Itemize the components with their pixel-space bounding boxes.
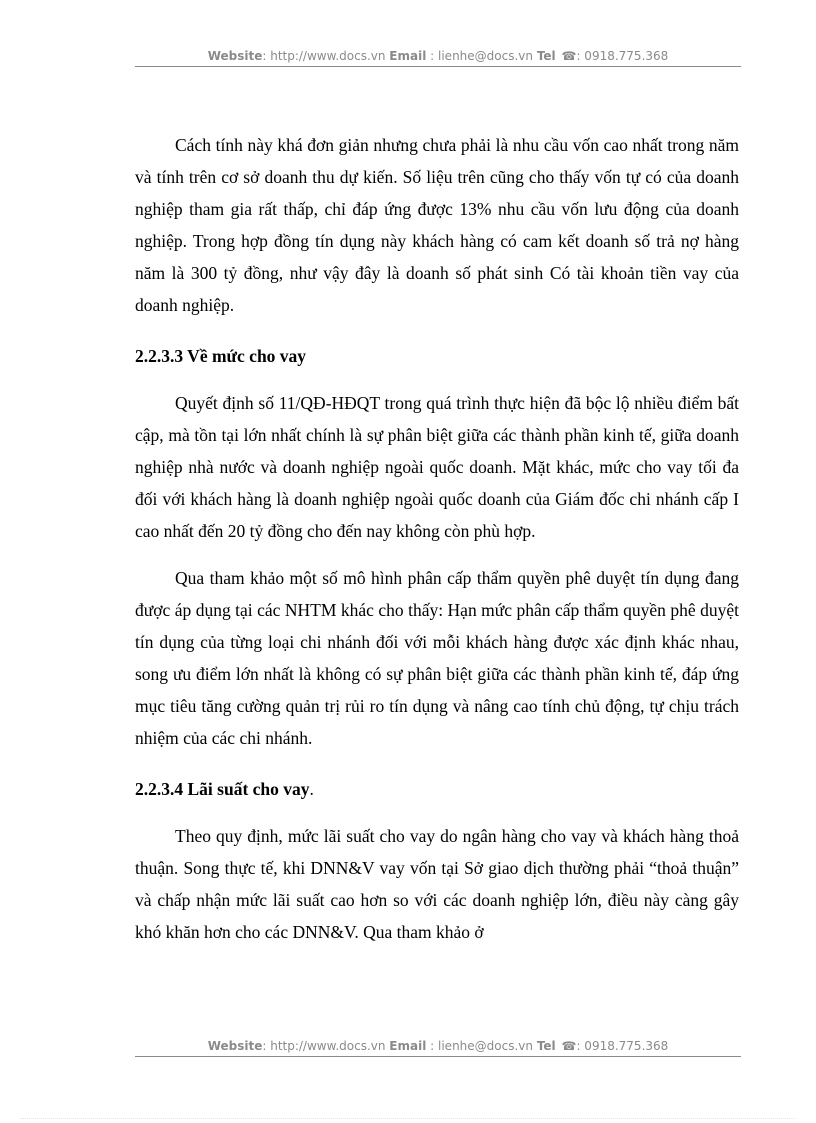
website-label: Website <box>207 49 263 63</box>
phone-icon: ☎ <box>561 1039 577 1053</box>
tel-value: : 0918.775.368 <box>576 1039 669 1053</box>
page-edge-divider <box>20 1118 796 1119</box>
email-label: Email <box>389 49 427 63</box>
heading-text: 2.2.3.4 Lãi suất cho vay <box>135 779 310 799</box>
paragraph-1: Cách tính này khá đơn giản nhưng chưa phải là nhu cầu vốn cao nhất trong năm và tính trên cơ sở doanh thu dự kiến. Số liệu trên cũng cho thấy vốn tự có của doanh nghiệp tham gia rất thấp, chỉ đáp ứng được 13% nhu cầu vốn lưu động của doanh nghiệp. Trong hợp đồng tín dụng này khách hàng có cam kết doanh số trả nợ hàng năm là 300 tỷ đồng, như vậy đây là doanh số phát sinh Có tài khoản tiền vay của doanh nghiệp. <box>135 135 739 315</box>
section-heading-2-2-3-3: 2.2.3.3 Về mức cho vay <box>135 346 307 366</box>
tel-value: : 0918.775.368 <box>576 49 669 63</box>
section-heading-2-2-3-4 <box>135 773 739 805</box>
website-value: : http://www.docs.vn <box>262 49 386 63</box>
tel-label: Tel <box>536 49 556 63</box>
tel-label: Tel <box>536 1039 556 1053</box>
phone-icon: ☎ <box>561 49 577 63</box>
paragraph-2: Quyết định số 11/QĐ-HĐQT trong quá trình thực hiện đã bộc lộ nhiều điểm bất cập, mà tồn tại lớn nhất chính là sự phân biệt giữa các thành phần kinh tế, giữa doanh nghiệp nhà nước và doanh nghiệp ngoài quốc doanh. Mặt khác, mức cho vay tối đa đối với khách hàng là doanh nghiệp ngoài quốc doanh của Giám đốc chi nhánh cấp I cao nhất đến 20 tỷ đồng cho đến nay không còn phù hợp. <box>135 393 739 541</box>
heading-suffix: . <box>309 779 314 799</box>
website-value: : http://www.docs.vn <box>262 1039 386 1053</box>
paragraph-4: Theo quy định, mức lãi suất cho vay do ngân hàng cho vay và khách hàng thoả thuận. Song thực tế, khi DNN&V vay vốn tại Sở giao dịch thường phải “thoả thuận” và chấp nhận mức lãi suất cao hơn so với các doanh nghiệp lớn, điều này càng gây khó khăn hơn cho các DNN&V. Qua tham khảo ở <box>135 826 739 942</box>
website-label: Website <box>207 1039 263 1053</box>
page-header <box>135 49 741 67</box>
email-label: Email <box>389 1039 427 1053</box>
email-value: : lienhe@docs.vn <box>430 1039 533 1053</box>
page-footer <box>135 1039 741 1057</box>
paragraph-3: Qua tham khảo một số mô hình phân cấp thẩm quyền phê duyệt tín dụng đang được áp dụng tại các NHTM khác cho thấy: Hạn mức phân cấp thẩm quyền phê duyệt tín dụng của từng loại chi nhánh đối với mỗi khách hàng được xác định khác nhau, song ưu điểm lớn nhất là không có sự phân biệt giữa các thành phần kinh tế, đáp ứng mục tiêu tăng cường quản trị rủi ro tín dụng và nâng cao tính chủ động, tự chịu trách nhiệm của các chi nhánh. <box>135 568 739 748</box>
document-body <box>135 129 739 948</box>
email-value: : lienhe@docs.vn <box>430 49 533 63</box>
